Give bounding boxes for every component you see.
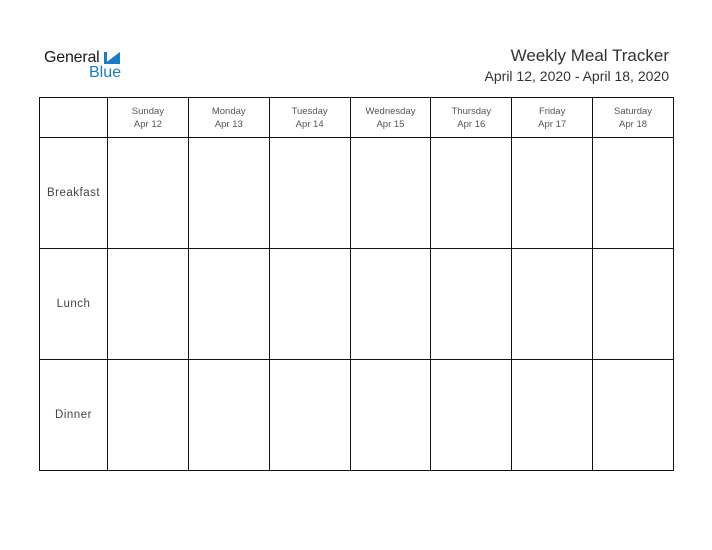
- meal-row-breakfast: [40, 138, 674, 249]
- corner-cell: [40, 98, 108, 138]
- meal-cell[interactable]: [512, 138, 593, 249]
- logo-text-general: General: [44, 49, 100, 66]
- meal-cell[interactable]: [269, 138, 350, 249]
- meal-cell[interactable]: [350, 138, 431, 249]
- meal-cell[interactable]: [350, 360, 431, 471]
- meal-cell[interactable]: [188, 360, 269, 471]
- meal-row-lunch: [40, 249, 674, 360]
- day-header-sunday: Sunday Apr 12: [108, 98, 189, 138]
- meal-cell[interactable]: [108, 249, 189, 360]
- meal-label: Dinner: [40, 360, 108, 471]
- header-row: [40, 98, 674, 138]
- brand-logo: [44, 49, 134, 83]
- meal-cell[interactable]: [512, 249, 593, 360]
- meal-cell[interactable]: [593, 138, 674, 249]
- meal-cell[interactable]: [269, 249, 350, 360]
- day-header-tuesday: Tuesday Apr 14: [269, 98, 350, 138]
- meal-cell[interactable]: [512, 360, 593, 471]
- logo-text-blue: Blue: [89, 64, 122, 81]
- meal-tracker-table: [39, 97, 674, 471]
- meal-cell[interactable]: [431, 360, 512, 471]
- meal-cell[interactable]: [431, 249, 512, 360]
- meal-row-dinner: [40, 360, 674, 471]
- logo-triangle-icon: [104, 52, 120, 64]
- day-header-monday: Monday Apr 13: [188, 98, 269, 138]
- meal-cell[interactable]: [431, 138, 512, 249]
- day-header-wednesday: Wednesday Apr 15: [350, 98, 431, 138]
- date-range: April 12, 2020 - April 18, 2020: [484, 68, 669, 84]
- day-header-saturday: Saturday Apr 18: [593, 98, 674, 138]
- meal-label: Breakfast: [40, 138, 108, 249]
- meal-cell[interactable]: [269, 360, 350, 471]
- meal-cell[interactable]: [593, 249, 674, 360]
- meal-cell[interactable]: [108, 360, 189, 471]
- meal-label: Lunch: [40, 249, 108, 360]
- meal-cell[interactable]: [593, 360, 674, 471]
- day-header-thursday: Thursday Apr 16: [431, 98, 512, 138]
- page-title: Weekly Meal Tracker: [510, 46, 669, 65]
- meal-cell[interactable]: [188, 249, 269, 360]
- day-header-friday: Friday Apr 17: [512, 98, 593, 138]
- meal-cell[interactable]: [350, 249, 431, 360]
- meal-cell[interactable]: [188, 138, 269, 249]
- meal-cell[interactable]: [108, 138, 189, 249]
